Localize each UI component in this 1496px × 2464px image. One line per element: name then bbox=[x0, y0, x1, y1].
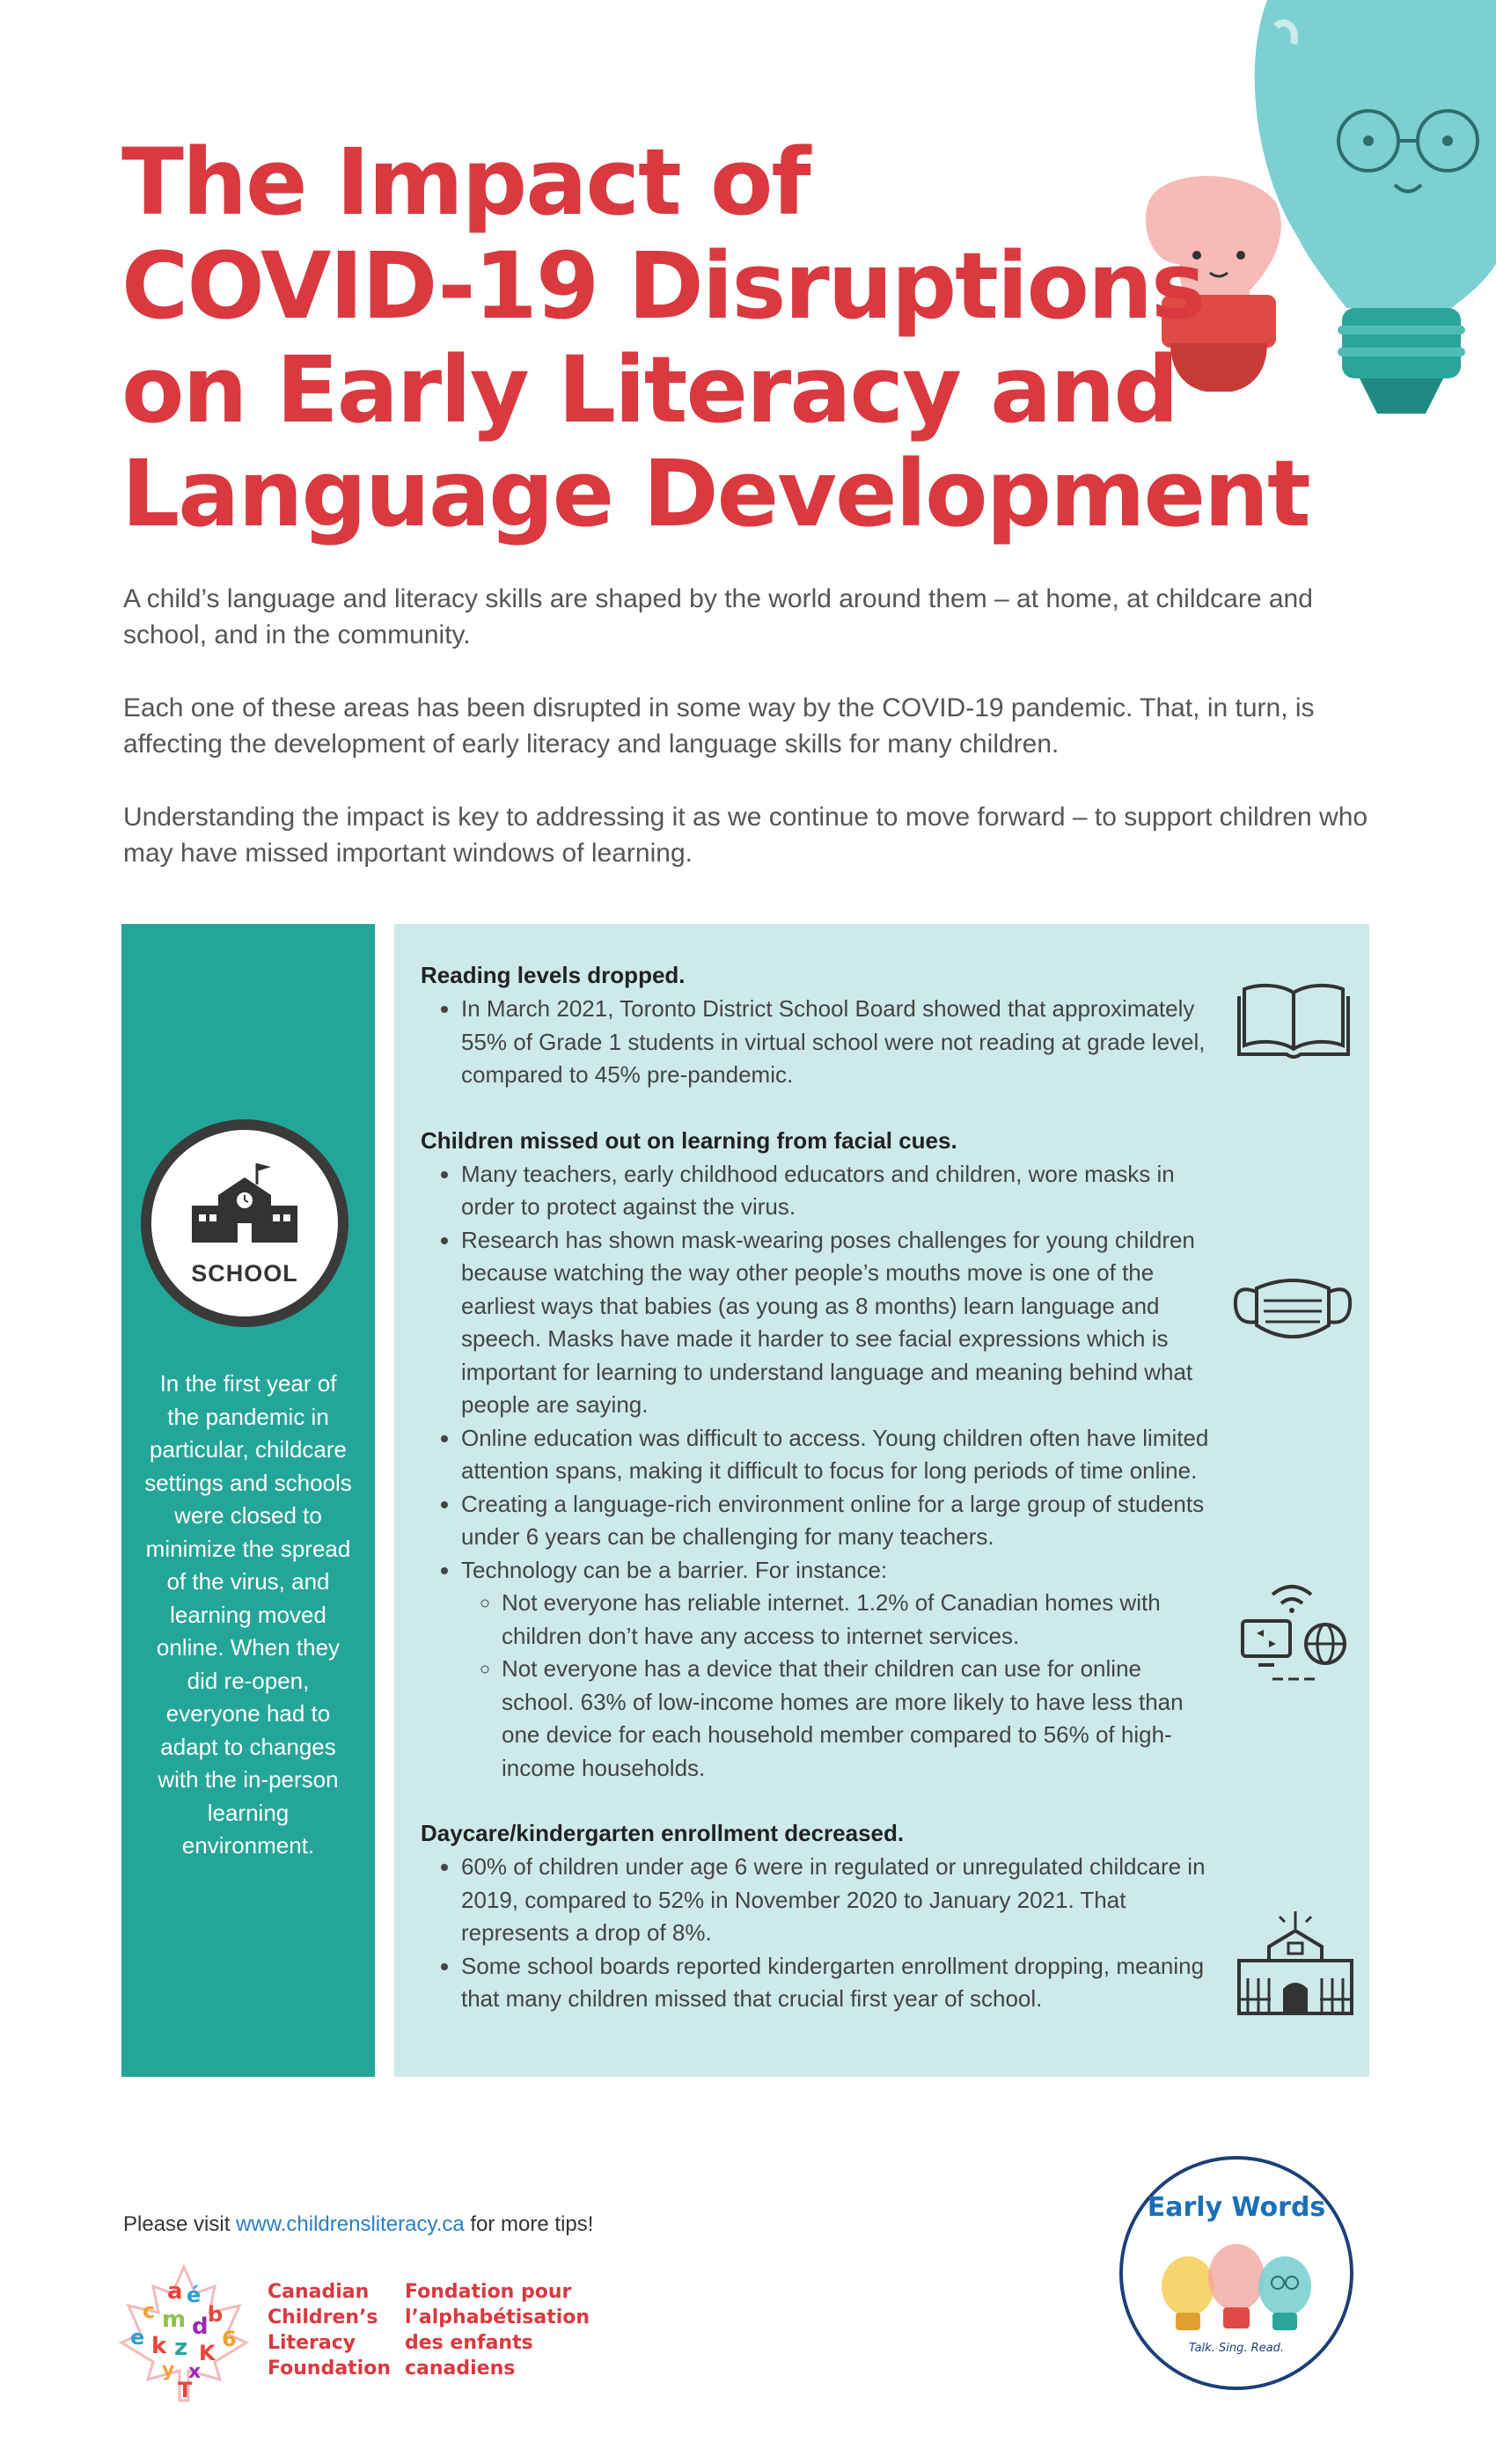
list-item: • Creating a language-rich environment online for a large group of students under 6 years can be challenging for many teachers. bbox=[461, 1488, 1213, 1554]
school-sidebar bbox=[121, 924, 375, 2077]
svg-text:6: 6 bbox=[222, 2327, 237, 2351]
school-badge bbox=[141, 1119, 348, 1327]
page-title bbox=[121, 128, 1309, 547]
svg-text:y: y bbox=[162, 2359, 175, 2381]
list-item bbox=[461, 1554, 1213, 1786]
svg-text:c: c bbox=[143, 2299, 156, 2323]
visit-suffix: for more tips! bbox=[464, 2212, 594, 2236]
badge-label: SCHOOL bbox=[191, 1260, 298, 1287]
early-words-badge bbox=[1118, 2154, 1355, 2392]
school-building-icon bbox=[190, 1162, 299, 1250]
sub-list-item: ◦ Not everyone has reliable internet. 1.2% of Canadian homes with children don’t have any access to internet services. bbox=[502, 1587, 1213, 1653]
content-list bbox=[421, 959, 1213, 2049]
title-line: COVID-19 Disruptions bbox=[121, 232, 1204, 340]
org-line: l’alphabétisation bbox=[405, 2306, 590, 2328]
org-line: Canadian bbox=[268, 2281, 370, 2303]
visit-prefix: Please visit bbox=[123, 2212, 237, 2236]
technology-internet-icon bbox=[1237, 1580, 1352, 1686]
list-item: • In March 2021, Toronto District School Board showed that approximately 55% of Grade 1 students in virtual school were not reading at grade level, compared to 45% pre-pandemic. bbox=[461, 993, 1213, 1092]
schoolhouse-icon bbox=[1236, 1908, 1355, 2017]
early-words-tagline: Talk. Sing. Read. bbox=[1189, 2342, 1284, 2355]
svg-text:K: K bbox=[199, 2341, 216, 2365]
svg-text:x: x bbox=[188, 2361, 202, 2383]
org-name-fr bbox=[405, 2279, 590, 2381]
svg-text:é: é bbox=[187, 2283, 202, 2307]
maple-leaf-letters-logo bbox=[118, 2263, 250, 2404]
intro-paragraph: Each one of these areas has been disrupted in some way by the COVID-19 pandemic. That, in turn, is affecting the development of early literacy and language skills for many children. bbox=[123, 693, 1315, 759]
section-heading: Children missed out on learning from facial cues. bbox=[421, 1126, 957, 1154]
org-name-en bbox=[268, 2279, 391, 2381]
sub-list-item: ◦ Not everyone has a device that their children can use for online school. 63% of low-income homes are more likely to have less than one device for each household member compared to 56% of high-income households. bbox=[502, 1653, 1213, 1785]
section-heading: Daycare/kindergarten enrollment decreased. bbox=[421, 1820, 905, 1846]
list-item: • Many teachers, early childhood educators and children, wore masks in order to protect against the virus. bbox=[461, 1158, 1213, 1224]
visit-text bbox=[123, 2212, 593, 2237]
face-mask-icon bbox=[1230, 1271, 1355, 1350]
sub-bullet-list bbox=[461, 1587, 1213, 1785]
sidebar-text: In the first year of the pandemic in particular, childcare settings and schools were closed to minimize the spread of the virus, and learning moved online. When they did re-open, everyone had to adapt to changes with the in-person learning environment. bbox=[144, 1370, 352, 1859]
list-item: • 60% of children under age 6 were in regulated or unregulated childcare in 2019, compared to 52% in November 2020 to January 2021. That represents a drop of 8%. bbox=[461, 1851, 1213, 1950]
org-line: Children’s bbox=[268, 2306, 378, 2328]
website-link[interactable]: www.childrensliteracy.ca bbox=[236, 2212, 465, 2236]
org-line: canadiens bbox=[405, 2358, 516, 2380]
svg-text:k: k bbox=[151, 2333, 167, 2359]
bullet-list bbox=[421, 1851, 1213, 2016]
intro-section bbox=[123, 581, 1373, 908]
title-line: Language Development bbox=[121, 440, 1309, 547]
svg-text:b: b bbox=[208, 2302, 224, 2327]
list-item: • Some school boards reported kindergarten enrollment dropping, meaning that many children missed that crucial first year of school. bbox=[461, 1950, 1213, 2016]
open-book-icon bbox=[1237, 980, 1350, 1060]
svg-text:m: m bbox=[162, 2306, 187, 2333]
list-item: • Online education was difficult to access. Young children often have limited attention spans, making it difficult to focus for long periods of time online. bbox=[461, 1422, 1213, 1488]
svg-text:e: e bbox=[130, 2325, 145, 2350]
section-heading: Reading levels dropped. bbox=[421, 962, 686, 988]
title-line: The Impact of bbox=[121, 128, 810, 236]
list-item: • Research has shown mask-wearing poses challenges for young children because watching the way other people’s mouths move is one of the earliest ways that babies (as young as 8 months) learn language and speech. Masks have made it harder to see facial expressions which is important for learning to understand language and meaning behind what people are saying. bbox=[461, 1224, 1213, 1422]
list-item-text: Technology can be a barrier. For instance: bbox=[461, 1556, 888, 1583]
bullet-list bbox=[421, 993, 1213, 1092]
org-line: des enfants bbox=[405, 2332, 533, 2354]
org-line: Fondation pour bbox=[405, 2281, 572, 2303]
bullet-list bbox=[421, 1158, 1213, 1786]
org-line: Foundation bbox=[268, 2358, 392, 2380]
early-words-title: Early Words bbox=[1147, 2192, 1326, 2223]
svg-text:d: d bbox=[192, 2314, 209, 2340]
svg-text:T: T bbox=[178, 2378, 193, 2402]
org-line: Literacy bbox=[268, 2332, 356, 2354]
title-line: on Early Literacy and bbox=[121, 336, 1177, 444]
intro-paragraph: A child’s language and literacy skills are shaped by the world around them – at home, at childcare and school, and in the community. bbox=[123, 584, 1313, 649]
intro-paragraph: Understanding the impact is key to addressing it as we continue to move forward – to support children who may have missed important windows of learning. bbox=[123, 803, 1368, 868]
svg-text:a: a bbox=[167, 2278, 183, 2305]
svg-text:z: z bbox=[174, 2335, 188, 2361]
